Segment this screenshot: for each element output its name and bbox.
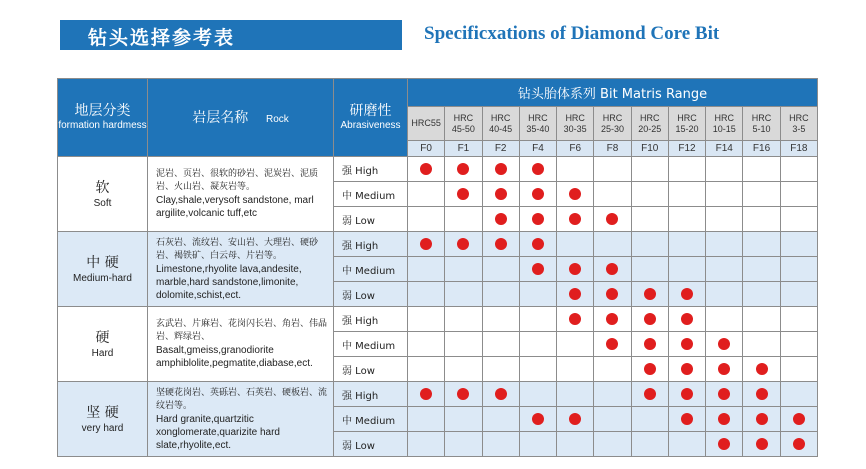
matrix-cell [743,282,780,307]
col-header-abrasiveness [334,79,408,157]
matrix-cell [706,157,743,182]
spec-table [57,78,818,457]
recommended-dot [681,338,693,350]
col-header-formation-en: formation hardmess [58,120,147,131]
matrix-cell [557,182,594,207]
hrc-header: HRC 35-40 [519,107,556,141]
formation-name-en: Medium-hard [73,272,132,284]
recommended-dot [495,163,507,175]
matrix-cell [780,357,817,382]
matrix-cell [557,382,594,407]
matrix-cell [445,207,482,232]
matrix-cell [631,307,668,332]
matrix-cell [482,357,519,382]
matrix-cell [557,332,594,357]
matrix-cell [706,407,743,432]
matrix-cell [706,307,743,332]
matrix-cell [519,407,556,432]
matrix-cell [445,307,482,332]
matrix-cell [743,382,780,407]
formation-category [58,232,148,307]
recommended-dot [793,438,805,450]
recommended-dot [793,413,805,425]
matrix-code: F6 [557,141,594,157]
matrix-cell [668,232,705,257]
matrix-cell [706,282,743,307]
matrix-cell [445,232,482,257]
title-english-box [402,20,812,50]
matrix-cell [780,157,817,182]
matrix-cell [706,207,743,232]
matrix-cell [408,307,445,332]
matrix-cell [631,382,668,407]
matrix-cell [408,182,445,207]
matrix-cell [706,182,743,207]
recommended-dot [495,388,507,400]
matrix-code: F12 [668,141,705,157]
table-row [58,157,818,182]
formation-name-en: very hard [81,422,124,434]
matrix-cell [408,357,445,382]
recommended-dot [569,413,581,425]
matrix-cell [557,257,594,282]
recommended-dot [718,338,730,350]
recommended-dot [569,213,581,225]
matrix-cell [519,182,556,207]
matrix-cell [482,257,519,282]
matrix-cell [594,207,631,232]
rock-names-cn: 坚硬花岗岩、英砾岩、石英岩、硬板岩、流纹岩等。 [156,387,328,411]
col-header-formation [58,79,148,157]
formation-name-cn: 坚 硬 [86,404,119,421]
matrix-cell [557,282,594,307]
matrix-code: F2 [482,141,519,157]
abrasiveness-level: 弱 Low [334,282,408,307]
matrix-cell [445,432,482,457]
recommended-dot [457,188,469,200]
matrix-cell [780,332,817,357]
matrix-cell [743,232,780,257]
matrix-cell [445,407,482,432]
rock-description [148,232,334,307]
matrix-cell [482,182,519,207]
matrix-cell [743,257,780,282]
matrix-cell [482,382,519,407]
matrix-cell [631,157,668,182]
matrix-cell [668,432,705,457]
hrc-header: HRC 30-35 [557,107,594,141]
abrasiveness-level: 弱 Low [334,207,408,232]
recommended-dot [681,413,693,425]
matrix-cell [743,332,780,357]
matrix-cell [668,357,705,382]
matrix-cell [780,407,817,432]
abrasiveness-level: 中 Medium [334,407,408,432]
matrix-cell [482,307,519,332]
recommended-dot [718,363,730,375]
rock-names-cn: 玄武岩、片麻岩、花岗闪长岩、角岩、伟晶岩、辉绿岩、 [156,319,328,342]
matrix-cell [780,182,817,207]
formation-category [58,307,148,382]
hrc-header: HRC 20-25 [631,107,668,141]
matrix-cell [445,332,482,357]
matrix-cell [631,232,668,257]
matrix-cell [668,307,705,332]
matrix-cell [557,232,594,257]
col-header-rock [148,79,334,157]
matrix-cell [557,307,594,332]
recommended-dot [644,388,656,400]
matrix-cell [482,282,519,307]
col-header-rock-cn: 岩层名称 [192,109,249,126]
rock-names-en: Clay,shale,verysoft sandstone, marl argilite,volcanic tuff,etc [156,195,314,219]
recommended-dot [681,388,693,400]
abrasiveness-level: 中 Medium [334,182,408,207]
rock-description [148,307,334,382]
matrix-cell [408,282,445,307]
recommended-dot [718,388,730,400]
matrix-cell [631,282,668,307]
hrc-header: HRC 5-10 [743,107,780,141]
matrix-cell [780,282,817,307]
matrix-code: F8 [594,141,631,157]
matrix-cell [594,182,631,207]
table-row [58,382,818,407]
matrix-cell [445,182,482,207]
matrix-cell [668,207,705,232]
matrix-cell [780,432,817,457]
matrix-cell [519,232,556,257]
abrasiveness-level: 中 Medium [334,332,408,357]
recommended-dot [681,363,693,375]
rock-names-cn: 泥岩、页岩、很软的砂岩、泥炭岩、泥质岩、火山岩、凝灰岩等。 [156,169,319,192]
col-header-abrasive-cn: 研磨性 [349,103,392,119]
matrix-cell [408,407,445,432]
matrix-code: F1 [445,141,482,157]
matrix-cell [594,332,631,357]
table-row [58,307,818,332]
matrix-cell [668,257,705,282]
recommended-dot [756,438,768,450]
matrix-cell [631,207,668,232]
matrix-cell [408,382,445,407]
matrix-cell [519,157,556,182]
matrix-cell [668,157,705,182]
recommended-dot [532,188,544,200]
formation-category [58,382,148,457]
abrasiveness-level: 强 High [334,157,408,182]
recommended-dot [457,163,469,175]
matrix-cell [780,307,817,332]
hrc-header: HRC 25-30 [594,107,631,141]
formation-name-en: Hard [91,347,114,359]
matrix-cell [780,232,817,257]
matrix-cell [408,157,445,182]
matrix-code: F0 [408,141,445,157]
matrix-cell [482,332,519,357]
matrix-cell [482,232,519,257]
recommended-dot [718,413,730,425]
abrasiveness-level: 强 High [334,232,408,257]
abrasiveness-level: 弱 Low [334,357,408,382]
matrix-cell [743,182,780,207]
recommended-dot [718,438,730,450]
recommended-dot [756,363,768,375]
recommended-dot [756,413,768,425]
matrix-cell [743,207,780,232]
rock-names-en: Basalt,gmeiss,granodiorite amphiblolite,pegmatite,diabase,ect. [156,345,313,369]
recommended-dot [606,263,618,275]
matrix-code: F4 [519,141,556,157]
matrix-cell [519,382,556,407]
page-title-english: Specificxations of Diamond Core Bit [424,23,720,44]
matrix-cell [594,282,631,307]
matrix-code: F10 [631,141,668,157]
recommended-dot [532,238,544,250]
hrc-header: HRC 10-15 [706,107,743,141]
matrix-cell [631,432,668,457]
matrix-cell [631,182,668,207]
matrix-cell [445,282,482,307]
hrc-header: HRC55 [408,107,445,141]
matrix-cell [594,157,631,182]
formation-name-cn: 硬 [95,329,110,346]
matrix-cell [706,382,743,407]
matrix-cell [445,157,482,182]
matrix-cell [668,407,705,432]
recommended-dot [495,213,507,225]
matrix-cell [706,432,743,457]
recommended-dot [569,188,581,200]
matrix-cell [482,157,519,182]
matrix-cell [631,257,668,282]
matrix-cell [408,257,445,282]
rock-names-en: Hard granite,quartzitic xonglomerate,quarizite hard slate,rhyolite,ect. [156,413,280,451]
title-banner [60,20,812,50]
formation-name-en: Soft [93,197,112,209]
matrix-cell [706,232,743,257]
matrix-cell [594,432,631,457]
matrix-cell [594,232,631,257]
recommended-dot [606,213,618,225]
matrix-cell [445,357,482,382]
matrix-cell [482,432,519,457]
matrix-cell [594,382,631,407]
col-header-rock-en: Rock [265,113,289,125]
matrix-cell [519,432,556,457]
matrix-cell [408,432,445,457]
matrix-cell [445,257,482,282]
recommended-dot [606,338,618,350]
matrix-cell [780,257,817,282]
matrix-cell [743,307,780,332]
matrix-cell [706,257,743,282]
col-header-formation-cn: 地层分类 [74,103,131,119]
table-row [58,232,818,257]
recommended-dot [420,238,432,250]
recommended-dot [495,188,507,200]
rock-description [148,382,334,457]
matrix-cell [445,382,482,407]
formation-category [58,157,148,232]
matrix-cell [706,332,743,357]
recommended-dot [495,238,507,250]
recommended-dot [569,288,581,300]
matrix-cell [557,357,594,382]
formation-name-cn: 软 [95,179,110,196]
matrix-cell [482,407,519,432]
matrix-code: F16 [743,141,780,157]
recommended-dot [644,288,656,300]
matrix-cell [668,282,705,307]
abrasiveness-level: 强 High [334,382,408,407]
matrix-cell [557,432,594,457]
matrix-cell [594,407,631,432]
recommended-dot [756,388,768,400]
spec-body [58,157,818,457]
abrasiveness-level: 弱 Low [334,432,408,457]
recommended-dot [532,413,544,425]
hrc-header: HRC 40-45 [482,107,519,141]
recommended-dot [457,238,469,250]
recommended-dot [532,263,544,275]
recommended-dot [532,163,544,175]
formation-name-cn: 中 硬 [86,254,119,271]
page-title-chinese: 钻头选择参考表 [88,27,236,49]
matrix-cell [668,182,705,207]
matrix-cell [519,282,556,307]
matrix-cell [780,382,817,407]
matrix-cell [780,207,817,232]
matrix-cell [557,157,594,182]
matrix-cell [519,257,556,282]
matrix-cell [668,382,705,407]
col-header-abrasive-en: Abrasiveness [340,120,401,131]
matrix-cell [706,357,743,382]
abrasiveness-level: 中 Medium [334,257,408,282]
recommended-dot [457,388,469,400]
matrix-cell [557,207,594,232]
matrix-cell [408,232,445,257]
matrix-cell [631,332,668,357]
matrix-cell [594,307,631,332]
matrix-cell [482,207,519,232]
matrix-cell [631,407,668,432]
recommended-dot [606,288,618,300]
abrasiveness-level: 强 High [334,307,408,332]
recommended-dot [420,388,432,400]
matrix-code: F14 [706,141,743,157]
bit-matrix-range-header: 钻头胎体系列 Bit Matris Range [408,79,818,107]
matrix-cell [594,257,631,282]
recommended-dot [606,313,618,325]
recommended-dot [569,313,581,325]
recommended-dot [569,263,581,275]
matrix-cell [668,332,705,357]
matrix-cell [631,357,668,382]
rock-description [148,157,334,232]
matrix-cell [408,207,445,232]
matrix-cell [519,207,556,232]
hrc-header: HRC 45-50 [445,107,482,141]
matrix-cell [743,432,780,457]
matrix-code: F18 [780,141,817,157]
rock-names-en: Limestone,rhyolite lava,andesite, marble,hard sandstone,limonite, dolomite,schist,ect. [156,263,302,301]
matrix-cell [519,332,556,357]
matrix-cell [519,357,556,382]
matrix-cell [519,307,556,332]
recommended-dot [644,338,656,350]
recommended-dot [532,213,544,225]
recommended-dot [420,163,432,175]
hrc-header: HRC 15-20 [668,107,705,141]
recommended-dot [681,288,693,300]
hrc-header: HRC 3-5 [780,107,817,141]
recommended-dot [681,313,693,325]
matrix-cell [557,407,594,432]
matrix-cell [408,332,445,357]
matrix-cell [743,157,780,182]
matrix-cell [594,357,631,382]
rock-names-cn: 石灰岩、流纹岩、安山岩、大理岩、硬砂岩、褐铁矿、白云母、片岩等。 [156,237,319,261]
matrix-cell [743,407,780,432]
matrix-cell [743,357,780,382]
recommended-dot [644,313,656,325]
recommended-dot [644,363,656,375]
